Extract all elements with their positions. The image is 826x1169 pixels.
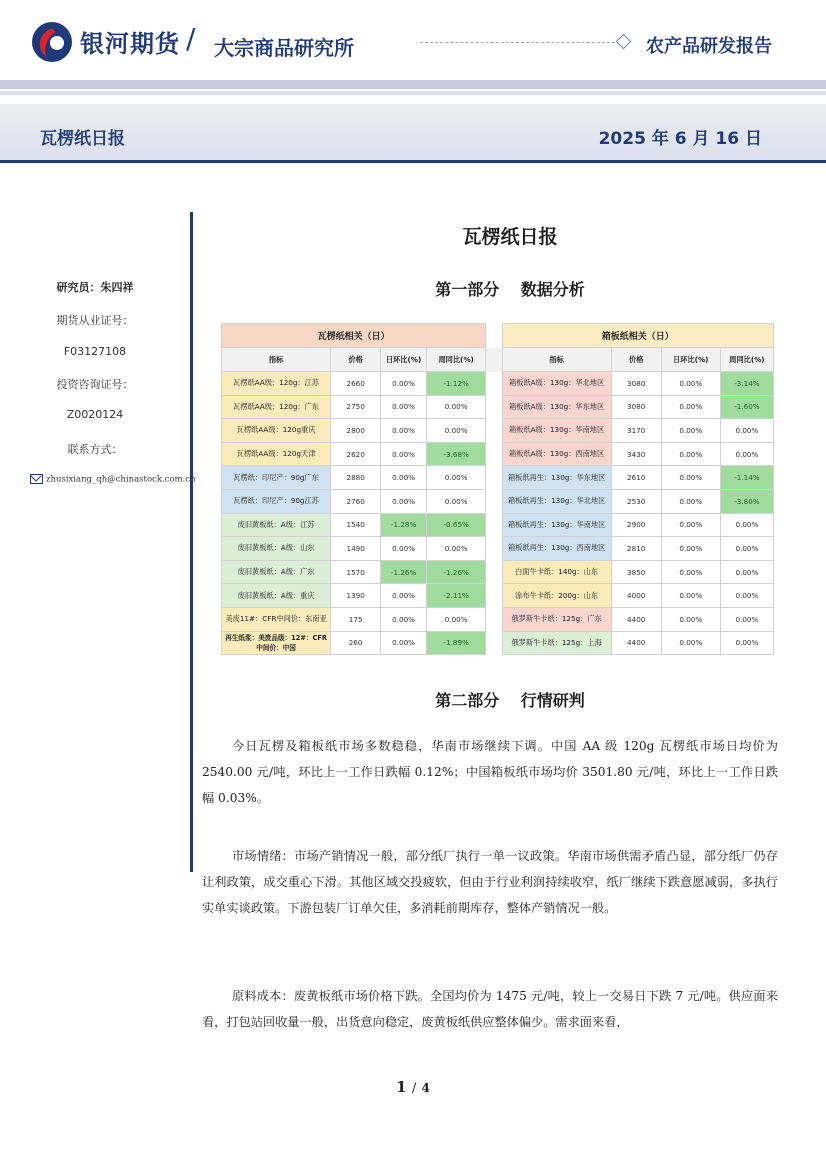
dod-cell: 0.00%: [661, 584, 720, 608]
page-number: [0, 1078, 826, 1096]
wow-cell: 0.00%: [720, 560, 773, 584]
price-cell: 3080: [611, 372, 661, 396]
table-gap: [486, 584, 502, 608]
indicator-name: 瓦楞纸AA级：120g：广东: [222, 395, 331, 419]
indicator-name: 箱板纸再生：130g：西南地区: [502, 537, 611, 561]
dod-cell: 0.00%: [381, 489, 427, 513]
dod-cell: 0.00%: [661, 372, 720, 396]
price-cell: 2530: [611, 489, 661, 513]
dod-cell: 0.00%: [661, 466, 720, 490]
wow-cell: -3.68%: [427, 442, 486, 466]
wow-cell: 0.00%: [720, 537, 773, 561]
table-gap: [486, 348, 502, 372]
column-header: 价格: [611, 348, 661, 372]
paragraph-sentiment: 市场情绪：市场产销情况一般，部分纸厂执行一单一议政策。华南市场供需矛盾凸显，部分纸厂仍存让利政策，成交重心下滑。其他区域交投疲软，但由于行业利润持续收窄，纸厂继续下跌意愿减弱，多执行实单实谈政策。下游包装厂订单欠佳，多消耗前期库存，整体产销情况一般。: [202, 849, 778, 915]
dod-cell: 0.00%: [381, 395, 427, 419]
column-header: 日环比(%): [661, 348, 720, 372]
price-cell: 2810: [611, 537, 661, 561]
dod-cell: 0.00%: [381, 466, 427, 490]
price-cell: 1490: [331, 537, 381, 561]
indicator-name: 箱板纸A级：130g：西南地区: [502, 442, 611, 466]
price-cell: 2900: [611, 513, 661, 537]
wow-cell: 0.00%: [427, 419, 486, 443]
header-slash: /: [186, 22, 196, 55]
wow-cell: 0.00%: [720, 513, 773, 537]
price-cell: 175: [331, 607, 381, 631]
table-gap: [486, 607, 502, 631]
indicator-name: 废旧黄板纸：A级：山东: [222, 537, 331, 561]
paragraph-cost: 原料成本：废黄板纸市场价格下跌。全国均价为 1475 元/吨，较上一交易日下跌 7 元/吨。供应面来看，打包站回收量一般，出货意向稳定，废黄板纸供应整体偏少。需求面来看，: [202, 989, 778, 1029]
wow-cell: 0.00%: [720, 607, 773, 631]
table-row: [222, 607, 774, 631]
dod-cell: 0.00%: [661, 631, 720, 655]
indicator-name: 废旧黄板纸：A级：广东: [222, 560, 331, 584]
dod-cell: 0.00%: [661, 395, 720, 419]
price-cell: 2620: [331, 442, 381, 466]
indicator-name: 美废11#：CFR中间价：东南亚: [222, 607, 331, 631]
institute-name: 大宗商品研究所: [214, 36, 354, 60]
report-header: [0, 0, 826, 165]
header-band-thin: [0, 91, 826, 95]
indicator-name: 箱板纸A级：130g：华东地区: [502, 395, 611, 419]
email-row[interactable]: [30, 474, 196, 485]
dod-cell: 0.00%: [381, 584, 427, 608]
dod-cell: 0.00%: [381, 419, 427, 443]
table-right-title: 箱板纸相关（日）: [502, 324, 773, 348]
price-cell: 1540: [331, 513, 381, 537]
column-header: 周同比(%): [720, 348, 773, 372]
table-gap: [486, 537, 502, 561]
table-row: [222, 631, 774, 655]
header-band: [0, 80, 826, 89]
table-row: [222, 419, 774, 443]
report-type: 农产品研发报告: [646, 36, 772, 57]
indicator-name: 箱板纸A级：130g：华南地区: [502, 419, 611, 443]
wow-cell: 0.00%: [720, 631, 773, 655]
price-cell: 3430: [611, 442, 661, 466]
diamond-icon: [616, 34, 632, 50]
wow-cell: 0.00%: [720, 442, 773, 466]
section-heading-1: 第一部分 数据分析: [435, 280, 585, 299]
dod-cell: 0.00%: [381, 631, 427, 655]
table-gap: [486, 372, 502, 396]
price-cell: 4400: [611, 607, 661, 631]
license-number: F03127108: [63, 345, 127, 358]
column-header: 指标: [502, 348, 611, 372]
table-gap: [486, 419, 502, 443]
price-cell: 2880: [331, 466, 381, 490]
table-gap: [486, 489, 502, 513]
dod-cell: 0.00%: [381, 372, 427, 396]
wow-cell: 0.00%: [427, 395, 486, 419]
contact-label: 联系方式：: [67, 443, 123, 456]
paragraph-summary: 今日瓦楞及箱板纸市场多数稳稳，华南市场继续下调。中国 AA 级 120g 瓦楞纸市场日均价为 2540.00 元/吨，环比上一工作日跌幅 0.12%；中国箱板纸市场均价 3501.80 元/吨，环比上一工作日跌幅 0.03%。: [202, 739, 778, 805]
header-dash-divider: [420, 42, 620, 43]
section-heading-2: 第二部分 行情研判: [435, 691, 585, 710]
table-row: [222, 466, 774, 490]
wow-cell: -1.14%: [720, 466, 773, 490]
table-row: [222, 372, 774, 396]
column-header: 指标: [222, 348, 331, 372]
price-cell: 2660: [331, 372, 381, 396]
table-gap: [486, 395, 502, 419]
subtitle-bar-underline: [0, 160, 826, 163]
dod-cell: 0.00%: [661, 537, 720, 561]
column-header: 价格: [331, 348, 381, 372]
researcher-name: 研究员：朱四祥: [56, 281, 134, 294]
indicator-name: 瓦楞纸AA级：120g天津: [222, 442, 331, 466]
dod-cell: 0.00%: [661, 419, 720, 443]
dod-cell: -1.26%: [381, 560, 427, 584]
table-left-title: 瓦楞纸相关（日）: [222, 324, 486, 348]
table-row: [222, 537, 774, 561]
dod-cell: 0.00%: [661, 489, 720, 513]
wow-cell: -1.60%: [720, 395, 773, 419]
mail-icon: [30, 474, 43, 484]
price-cell: 4000: [611, 584, 661, 608]
wow-cell: -1.89%: [427, 631, 486, 655]
wow-cell: -1.26%: [427, 560, 486, 584]
indicator-name: 俄罗斯牛卡纸：125g：上海: [502, 631, 611, 655]
indicator-name: 废旧黄板纸：A级：重庆: [222, 584, 331, 608]
dod-cell: 0.00%: [661, 607, 720, 631]
wow-cell: 0.00%: [720, 419, 773, 443]
advisory-label: 投资咨询证号：: [56, 378, 134, 391]
indicator-name: 俄罗斯牛卡纸：125g：广东: [502, 607, 611, 631]
table-row: [222, 489, 774, 513]
indicator-name: 箱板纸再生：130g：华东地区: [502, 466, 611, 490]
wow-cell: 0.00%: [427, 607, 486, 631]
price-cell: 1570: [331, 560, 381, 584]
advisory-number: Z0020124: [66, 408, 124, 421]
table-header-row: [222, 348, 774, 372]
dod-cell: 0.00%: [661, 442, 720, 466]
indicator-name: 箱板纸A级：130g：华北地区: [502, 372, 611, 396]
wow-cell: 0.00%: [427, 466, 486, 490]
price-cell: 3850: [611, 560, 661, 584]
table-row: [222, 395, 774, 419]
dod-cell: 0.00%: [661, 560, 720, 584]
wow-cell: -0.65%: [427, 513, 486, 537]
indicator-name: 废旧黄板纸：A级：江苏: [222, 513, 331, 537]
dod-cell: 0.00%: [381, 607, 427, 631]
price-cell: 2760: [331, 489, 381, 513]
indicator-name: 箱板纸再生：130g：华北地区: [502, 489, 611, 513]
sidebar-divider: [190, 212, 193, 872]
price-cell: 3080: [611, 395, 661, 419]
table-row: [222, 560, 774, 584]
table-gap: [486, 324, 502, 348]
table-row: [222, 442, 774, 466]
page-current: 1: [396, 1078, 407, 1096]
price-cell: 1390: [331, 584, 381, 608]
table-gap: [486, 513, 502, 537]
dod-cell: 0.00%: [661, 513, 720, 537]
column-header: 周同比(%): [427, 348, 486, 372]
indicator-name: 瓦楞纸AA级：120g重庆: [222, 419, 331, 443]
table-gap: [486, 442, 502, 466]
dod-cell: -1.28%: [381, 513, 427, 537]
table-row: [222, 513, 774, 537]
email-address[interactable]: zhusixiang_qh@chinastock.com.cn: [46, 474, 196, 485]
license-label: 期货从业证号：: [56, 314, 134, 327]
table-gap: [486, 631, 502, 655]
table-gap: [486, 466, 502, 490]
wow-cell: 0.00%: [720, 584, 773, 608]
page-separator: /: [411, 1081, 417, 1096]
table-title-row: [222, 324, 774, 348]
price-cell: 3170: [611, 419, 661, 443]
brand-name: 银河期货: [80, 30, 180, 58]
dod-cell: 0.00%: [381, 537, 427, 561]
price-cell: 4400: [611, 631, 661, 655]
wow-cell: -1.12%: [427, 372, 486, 396]
wow-cell: -3.14%: [720, 372, 773, 396]
price-cell: 2610: [611, 466, 661, 490]
wow-cell: -3.80%: [720, 489, 773, 513]
indicator-name: 瓦楞纸：印尼产：90g广东: [222, 466, 331, 490]
indicator-name: 涂布牛卡纸：200g：山东: [502, 584, 611, 608]
main-title: 瓦楞纸日报: [462, 226, 558, 248]
wow-cell: -2.11%: [427, 584, 486, 608]
indicator-name: 瓦楞纸AA级：120g：江苏: [222, 372, 331, 396]
indicator-name: 白面牛卡纸：140g：山东: [502, 560, 611, 584]
wow-cell: 0.00%: [427, 537, 486, 561]
price-cell: 260: [331, 631, 381, 655]
report-subtitle: 瓦楞纸日报: [40, 129, 125, 149]
price-cell: 2750: [331, 395, 381, 419]
wow-cell: 0.00%: [427, 489, 486, 513]
dod-cell: 0.00%: [381, 442, 427, 466]
page-total: 4: [421, 1081, 430, 1095]
report-date: 2025 年 6 月 16 日: [598, 129, 762, 149]
price-table: [221, 323, 774, 661]
indicator-name: 瓦楞纸：印尼产：90g江苏: [222, 489, 331, 513]
galaxy-logo-icon: [32, 22, 72, 62]
price-cell: 2800: [331, 419, 381, 443]
table-gap: [486, 560, 502, 584]
column-header: 日环比(%): [381, 348, 427, 372]
indicator-name: 箱板纸再生：130g：华南地区: [502, 513, 611, 537]
table-row: [222, 584, 774, 608]
indicator-name: 再生纸浆：美废品级：12#：CFR中间价：中国: [222, 631, 331, 655]
